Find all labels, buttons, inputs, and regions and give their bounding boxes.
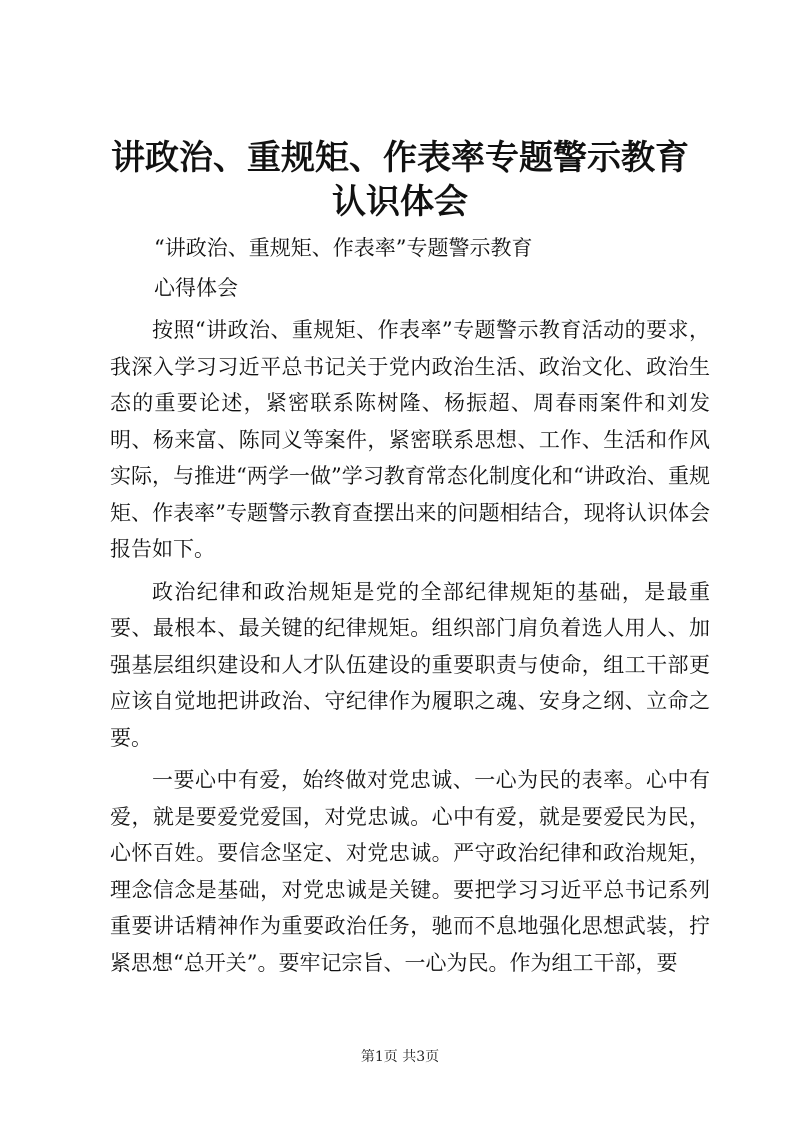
document-title: 讲政治、重规矩、作表率专题警示教育认识体会 <box>111 138 689 222</box>
document-subtitle-line2: 心得体会 <box>154 276 238 300</box>
paragraph-2: 政治纪律和政治规矩是党的全部纪律规矩的基础，是最重要、最根本、最关键的纪律规矩。组织部门肩负着选人用人、加强基层组织建设和人才队伍建设的重要职责与使命，组工干部更应该自觉地把讲政治、守纪律作为履职之魂、安身之纲、立命之要。 <box>110 579 710 750</box>
paragraph-1: 按照“讲政治、重规矩、作表率”专题警示教育活动的要求，我深入学习习近平总书记关于党内政治生活、政治文化、政治生态的重要论述，紧密联系陈树隆、杨振超、周春雨案件和刘发明、杨来富、陈同义等案件，紧密联系思想、工作、生活和作风实际，与推进“两学一做”学习教育常态化制度化和“讲政治、重规矩、作表率”专题警示教育查摆出来的问题相结合，现将认识体会报告如下。 <box>110 318 710 561</box>
page-number-footer: 第1页 共3页 <box>360 1049 440 1065</box>
document-body <box>110 312 710 981</box>
paragraph-3: 一要心中有爱，始终做对党忠诚、一心为民的表率。心中有爱，就是要爱党爱国，对党忠诚。心中有爱，就是要爱民为民，心怀百姓。要信念坚定、对党忠诚。严守政治纪律和政治规矩，理念信念是基础，对党忠诚是关键。要把学习习近平总书记系列重要讲话精神作为重要政治任务，驰而不息地强化思想武装，拧紧思想“总开关”。要牢记宗旨、一心为民。作为组工干部，要 <box>110 768 710 975</box>
document-subtitle-line1: “讲政治、重规矩、作表率”专题警示教育 <box>154 236 533 260</box>
